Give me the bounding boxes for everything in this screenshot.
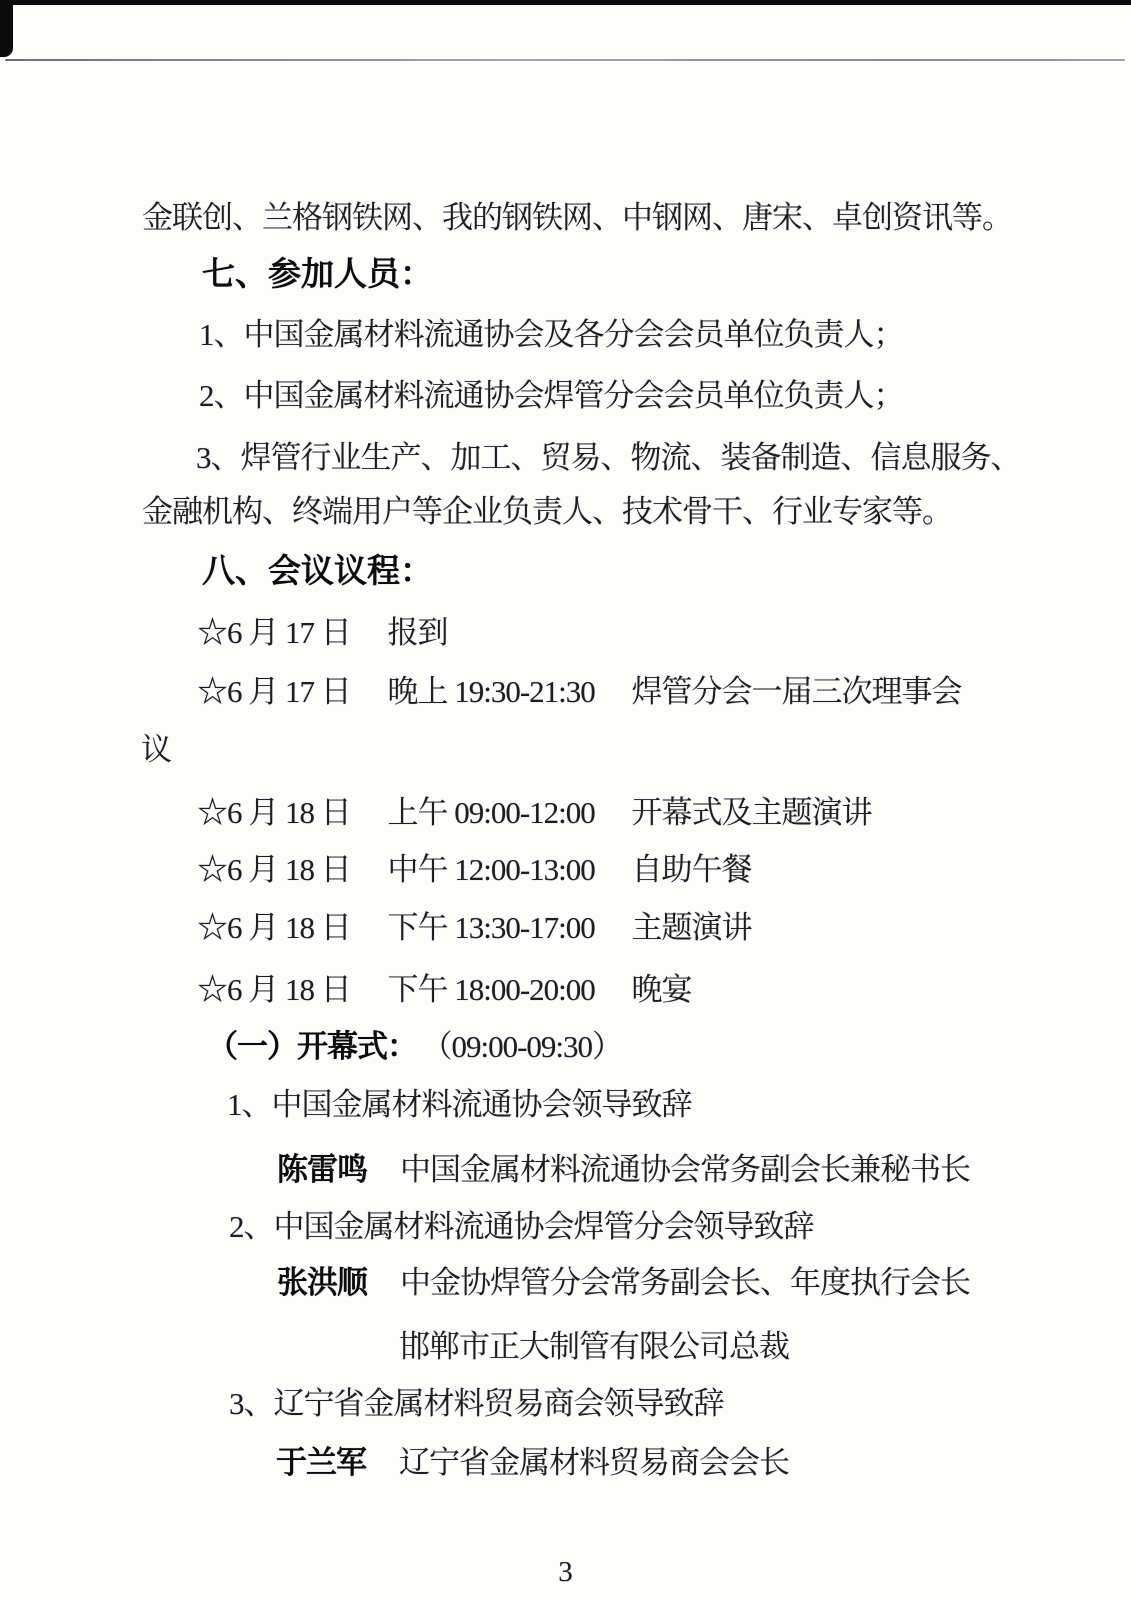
scan-edge-top-bar xyxy=(0,0,1131,5)
speaker-2-title-line2: 邯郸市正大制管有限公司总裁 xyxy=(399,1329,789,1364)
opening-item-1: 1、中国金属材料流通协会领导致辞 xyxy=(227,1087,692,1122)
opening-ceremony-heading: （一）开幕式： xyxy=(207,1029,417,1064)
participants-item-1: 1、中国金属材料流通协会及各分会会员单位负责人； xyxy=(199,317,904,352)
schedule-entry-keynote: ☆6 月 18 日 下午 13:30-17:00 主题演讲 xyxy=(197,910,752,945)
schedule-entry-arrival: ☆6 月 17 日 报到 xyxy=(197,615,448,650)
schedule-entry-wrap-char: 议 xyxy=(141,732,171,767)
speaker-3-title: 辽宁省金属材料贸易商会会长 xyxy=(399,1445,789,1480)
participants-item-2: 2、中国金属材料流通协会焊管分会会员单位负责人； xyxy=(199,378,904,413)
opening-ceremony-time: （09:00-09:30） xyxy=(437,1029,623,1064)
speaker-1-name: 陈雷鸣 xyxy=(277,1152,367,1187)
schedule-entry-banquet: ☆6 月 18 日 下午 18:00-20:00 晚宴 xyxy=(197,972,692,1007)
intro-continuation-line: 金联创、兰格钢铁网、我的钢铁网、中钢网、唐宋、卓创资讯等。 xyxy=(142,200,1012,235)
speaker-line-2 xyxy=(277,1262,970,1304)
speaker-line-1 xyxy=(277,1149,970,1191)
schedule-entry-council-meeting: ☆6 月 17 日 晚上 19:30-21:30 焊管分会一届三次理事会 xyxy=(197,674,962,709)
scan-corner-mark xyxy=(0,0,13,57)
page-number: 3 xyxy=(558,1556,573,1588)
section-agenda-heading: 八、会议议程： xyxy=(202,554,433,590)
section-participants-heading: 七、参加人员： xyxy=(202,257,433,293)
speaker-2-title: 中金协焊管分会常务副会长、年度执行会长 xyxy=(400,1265,970,1300)
scan-horizontal-rule xyxy=(5,59,1125,61)
opening-item-3: 3、辽宁省金属材料贸易商会领导致辞 xyxy=(229,1386,724,1421)
speaker-1-title: 中国金属材料流通协会常务副会长兼秘书长 xyxy=(400,1152,970,1187)
schedule-entry-lunch: ☆6 月 18 日 中午 12:00-13:00 自助午餐 xyxy=(197,852,752,887)
speaker-3-name: 于兰军 xyxy=(276,1445,366,1480)
participants-item-3-line1: 3、焊管行业生产、加工、贸易、物流、装备制造、信息服务、 xyxy=(196,440,1021,475)
opening-ceremony-heading-line xyxy=(207,1026,622,1068)
participants-item-3-line2: 金融机构、终端用户等企业负责人、技术骨干、行业专家等。 xyxy=(142,494,952,529)
schedule-entry-opening-speeches: ☆6 月 18 日 上午 09:00-12:00 开幕式及主题演讲 xyxy=(197,795,872,830)
speaker-line-3 xyxy=(276,1442,789,1484)
speaker-2-name: 张洪顺 xyxy=(277,1265,367,1300)
opening-item-2: 2、中国金属材料流通协会焊管分会领导致辞 xyxy=(229,1209,814,1244)
